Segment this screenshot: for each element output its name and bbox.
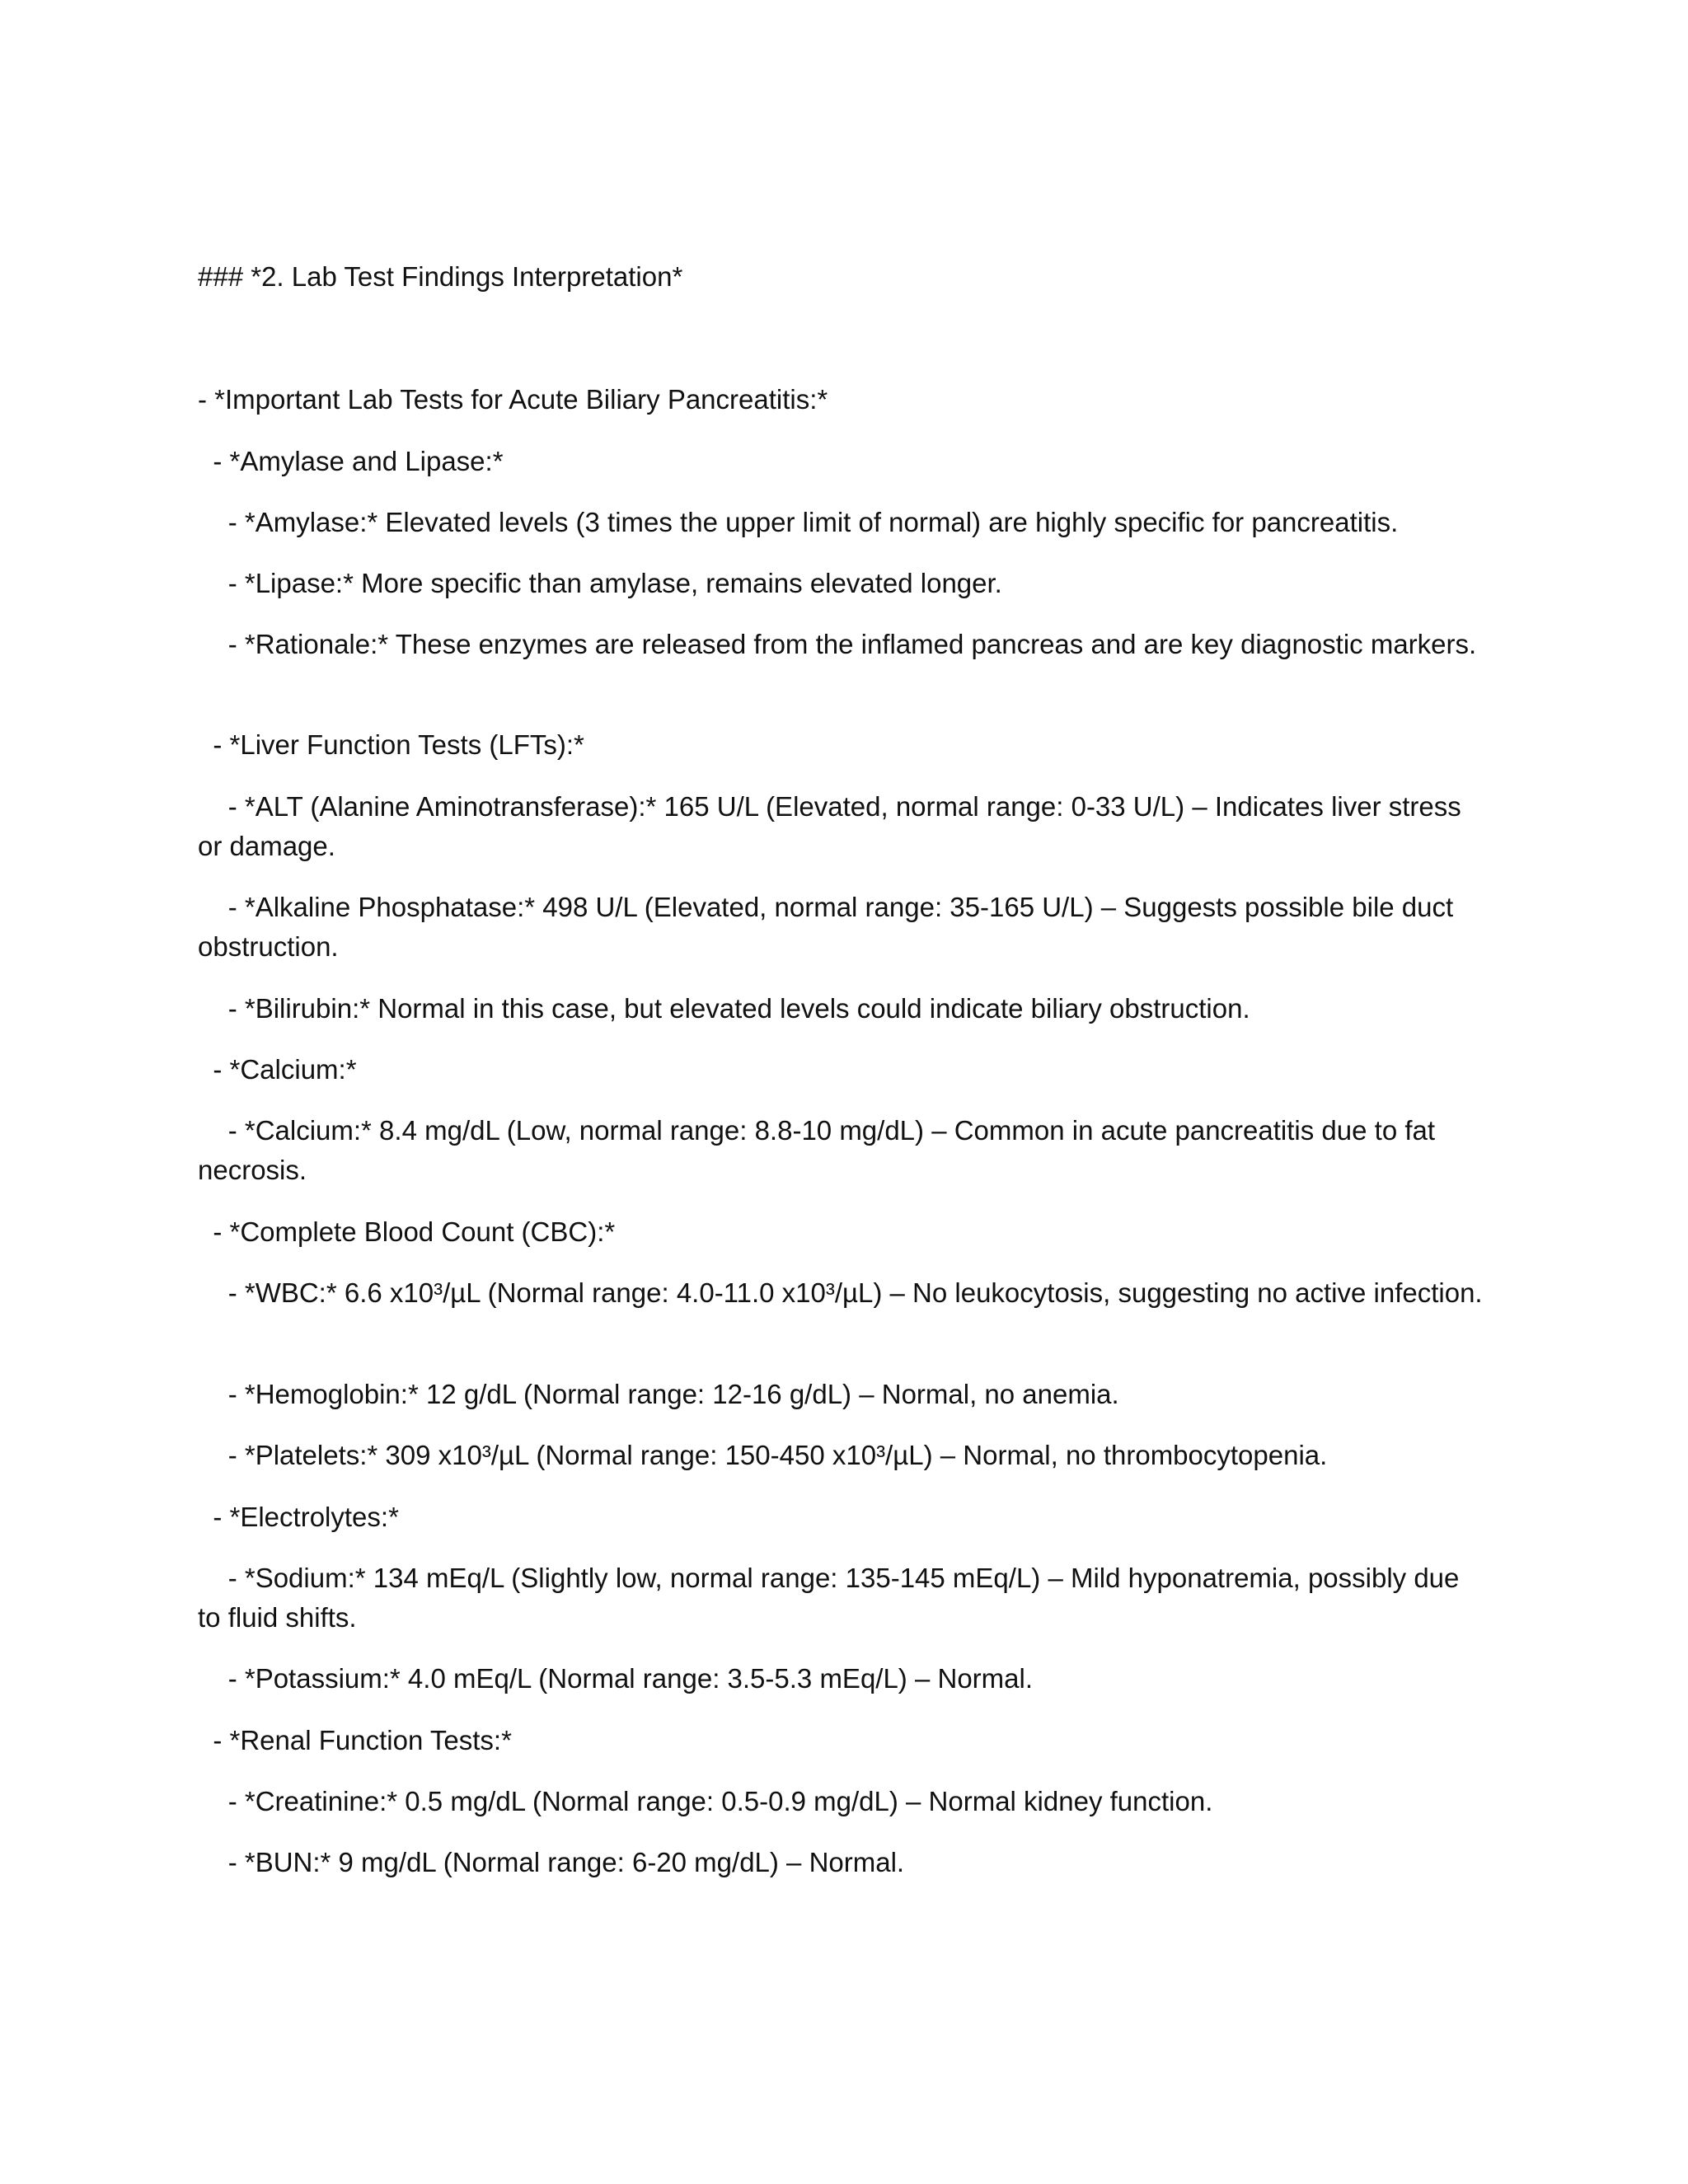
list-item: - *Potassium:* 4.0 mEq/L (Normal range: 3.5-5.3 mEq/L) – Normal.	[198, 1663, 1034, 1694]
list-item: - *Rationale:* These enzymes are released from the inflamed pancreas and are key diagnostic markers.	[198, 629, 1477, 659]
list-item: - *Amylase and Lipase:*	[198, 446, 504, 476]
list-item: - *Amylase:* Elevated levels (3 times the upper limit of normal) are highly specific for pancreatitis.	[198, 507, 1399, 537]
list-item: - *Hemoglobin:* 12 g/dL (Normal range: 12-16 g/dL) – Normal, no anemia.	[198, 1379, 1119, 1409]
list-item: - *Calcium:*	[198, 1054, 357, 1085]
list-item: - *Electrolytes:*	[198, 1502, 399, 1532]
list-item: - *Platelets:* 309 x10³/µL (Normal range: 150-450 x10³/µL) – Normal, no thrombocytopenia.	[198, 1440, 1328, 1470]
list-item: - *Sodium:* 134 mEq/L (Slightly low, normal range: 135-145 mEq/L) – Mild hyponatremia, possibly due to fluid shifts.	[198, 1563, 1467, 1633]
list-item: - *Alkaline Phosphatase:* 498 U/L (Elevated, normal range: 35-165 U/L) – Suggests possible bile duct obstruction.	[198, 892, 1461, 962]
section-heading: ### *2. Lab Test Findings Interpretation*	[198, 261, 683, 292]
list-item: - *Calcium:* 8.4 mg/dL (Low, normal range: 8.8-10 mg/dL) – Common in acute pancreatitis due to fat necrosis.	[198, 1115, 1443, 1185]
list-item: - *Bilirubin:* Normal in this case, but elevated levels could indicate biliary obstruction.	[198, 993, 1250, 1024]
list-item: - *Important Lab Tests for Acute Biliary Pancreatitis:*	[198, 384, 828, 415]
list-item: - *Lipase:* More specific than amylase, remains elevated longer.	[198, 568, 1002, 598]
list-item: - *ALT (Alanine Aminotransferase):* 165 U/L (Elevated, normal range: 0-33 U/L) – Indicates liver stress or damage.	[198, 791, 1469, 861]
list-item: - *BUN:* 9 mg/dL (Normal range: 6-20 mg/dL) – Normal.	[198, 1847, 905, 1877]
list-item: - *Creatinine:* 0.5 mg/dL (Normal range: 0.5-0.9 mg/dL) – Normal kidney function.	[198, 1786, 1213, 1816]
list-item: - *Complete Blood Count (CBC):*	[198, 1216, 616, 1247]
list-item: - *WBC:* 6.6 x10³/µL (Normal range: 4.0-11.0 x10³/µL) – No leukocytosis, suggesting no active infection.	[198, 1277, 1483, 1308]
list-item: - *Liver Function Tests (LFTs):*	[198, 729, 584, 760]
list-item: - *Renal Function Tests:*	[198, 1725, 512, 1755]
